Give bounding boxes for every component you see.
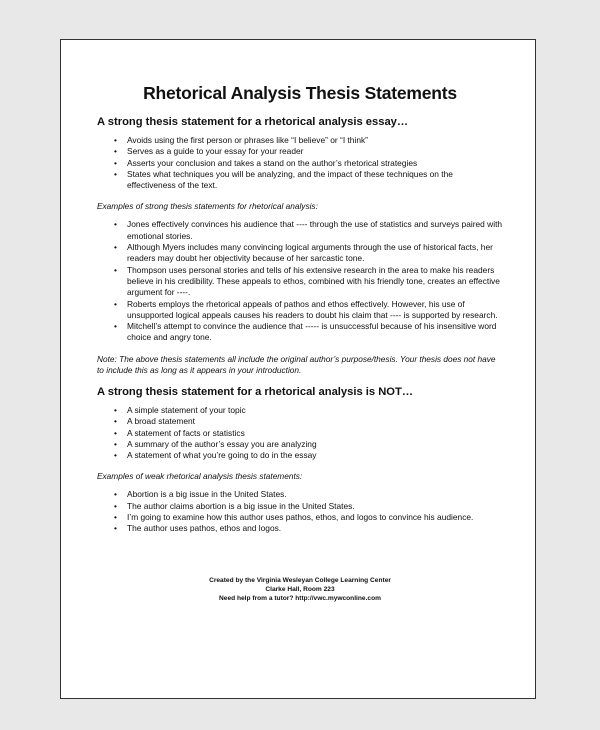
- section2-heading: A strong thesis statement for a rhetorical analysis is NOT…: [97, 385, 414, 398]
- footer-location: Clarke Hall, Room 223: [265, 585, 335, 593]
- footer-credit: Created by the Virginia Wesleyan College Learning Center: [209, 576, 391, 584]
- list-item: • Avoids using the first person or phrases like “I believe” or “I think”: [127, 135, 503, 146]
- document-page: [60, 39, 536, 699]
- weak-examples-heading: Examples of weak rhetorical analysis thesis statements:: [97, 471, 303, 482]
- list-item: • Serves as a guide to your essay for your reader: [127, 146, 503, 157]
- list-item: • The author uses pathos, ethos and logos.: [127, 523, 503, 534]
- section1-heading: A strong thesis statement for a rhetorical analysis essay…: [97, 116, 409, 128]
- list-item: • Thompson uses personal stories and tells of his extensive research in the area to make his readers believe in his credibility. These appeals to ethos, combined with his friendly tone, creates an effective argument for ----.: [127, 265, 503, 299]
- list-item: • A statement of what you’re going to do in the essay: [127, 450, 503, 461]
- list-item: • A broad statement: [127, 416, 503, 427]
- section2-list: [97, 405, 503, 461]
- weak-examples-list: [97, 489, 503, 534]
- footer: [97, 576, 503, 603]
- list-item: • The author claims abortion is a big issue in the United States.: [127, 501, 503, 512]
- list-item: • Although Myers includes many convincing logical arguments through the use of historical facts, her readers may doubt her objectivity because of her sarcastic tone.: [127, 242, 503, 265]
- list-item: • A summary of the author’s essay you are analyzing: [127, 439, 503, 450]
- list-item: • Jones effectively convinces his audience that ---- through the use of statistics and surveys paired with emotional stories.: [127, 219, 503, 242]
- strong-examples-list: [97, 219, 503, 343]
- footer-tutor-link: Need help from a tutor? http://vwc.mywconline.com: [219, 594, 381, 602]
- list-item: • Asserts your conclusion and takes a stand on the author’s rhetorical strategies: [127, 158, 503, 169]
- section1-list: [97, 135, 503, 191]
- list-item: • A statement of facts or statistics: [127, 428, 503, 439]
- list-item: • Abortion is a big issue in the United States.: [127, 489, 503, 500]
- page-title: Rhetorical Analysis Thesis Statements: [143, 83, 457, 103]
- list-item: • A simple statement of your topic: [127, 405, 503, 416]
- list-item: • States what techniques you will be analyzing, and the impact of these techniques on the effectiveness of the text.: [127, 169, 503, 192]
- list-item: • I’m going to examine how this author uses pathos, ethos, and logos to convince his audience.: [127, 512, 503, 523]
- note-text: Note: The above thesis statements all include the original author’s purpose/thesis. Your thesis does not have to include this as long as it appears in your introduction.: [97, 353, 496, 376]
- list-item: • Roberts employs the rhetorical appeals of pathos and ethos effectively. However, his use of unsupported logical appeals causes his readers to doubt his claim that ---- is supported by research.: [127, 299, 503, 322]
- strong-examples-heading: Examples of strong thesis statements for rhetorical analysis:: [97, 201, 318, 212]
- list-item: • Mitchell’s attempt to convince the audience that ----- is unsuccessful because of his insensitive word choice and angry tone.: [127, 321, 503, 344]
